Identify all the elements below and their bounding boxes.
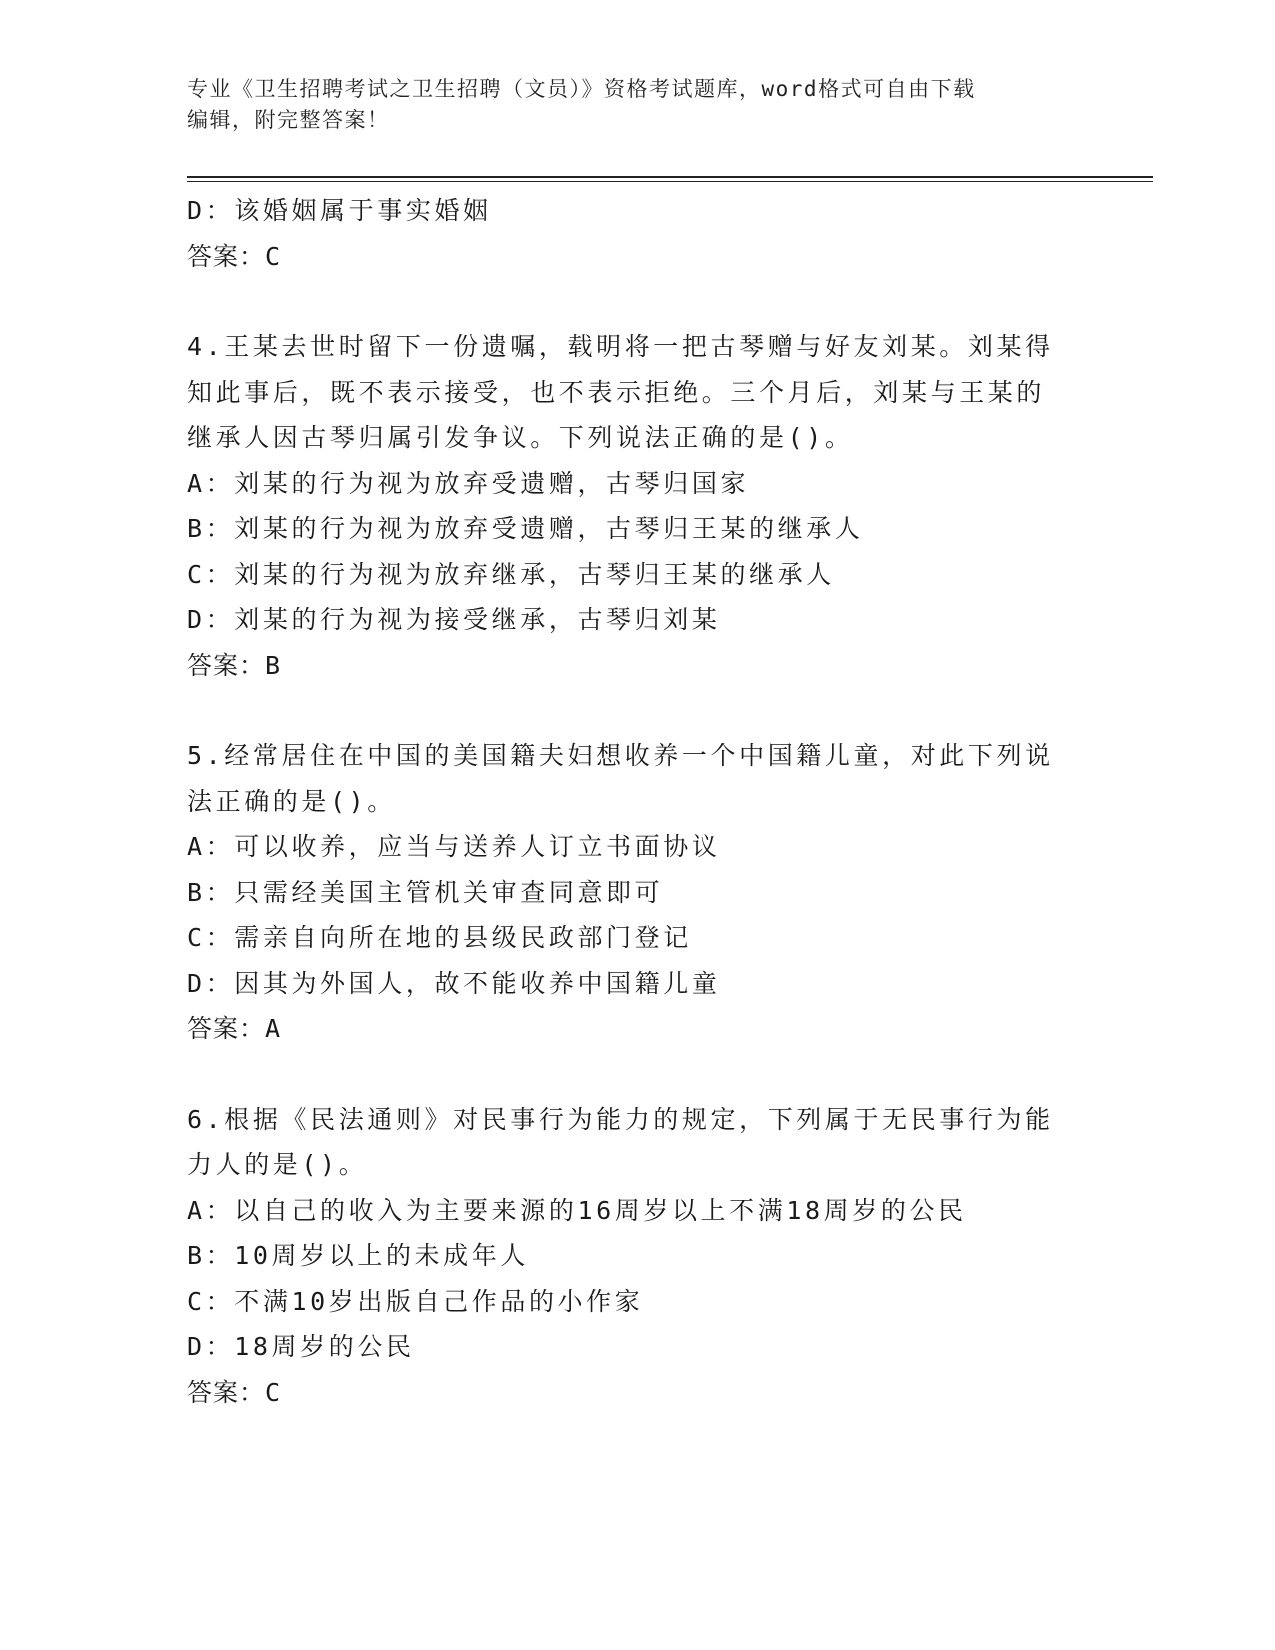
carryover-option-d: D：该婚姻属于事实婚姻 <box>187 196 492 225</box>
page-header <box>187 74 1067 136</box>
question-4 <box>187 324 1067 688</box>
question-content <box>187 188 1067 1415</box>
option-c: C：不满10岁出版自己作品的小作家 <box>187 1286 644 1316</box>
option-a: A：刘某的行为视为放弃受遗赠，古琴归国家 <box>187 468 750 498</box>
option-b: B：10周岁以上的未成年人 <box>187 1241 529 1270</box>
header-rule-thin <box>187 181 1153 182</box>
option-b: B：只需经美国主管机关审查同意即可 <box>187 877 664 907</box>
option-c: C：刘某的行为视为放弃继承，古琴归王某的继承人 <box>187 559 835 589</box>
carryover-answer: 答案：C <box>187 241 282 271</box>
option-a: A：可以收养，应当与送养人订立书面协议 <box>187 832 721 861</box>
option-b: B：刘某的行为视为放弃受遗赠，古琴归王某的继承人 <box>187 514 864 543</box>
answer: 答案：B <box>187 650 282 680</box>
option-d: D：刘某的行为视为接受继承，古琴归刘某 <box>187 605 721 634</box>
question-text-line: 法正确的是()。 <box>187 786 396 816</box>
answer: 答案：A <box>187 1014 282 1043</box>
spacer <box>187 279 1067 324</box>
question-text-line: 5.经常居住在中国的美国籍夫妇想收养一个中国籍儿童，对此下列说 <box>187 741 1054 770</box>
option-c: C：需亲自向所在地的县级民政部门登记 <box>187 923 692 952</box>
header-title-line2: 编辑，附完整答案！ <box>187 108 390 132</box>
header-rule-thick <box>187 176 1153 178</box>
spacer <box>187 688 1067 733</box>
option-d: D：18周岁的公民 <box>187 1332 415 1361</box>
question-text-line: 力人的是()。 <box>187 1150 368 1179</box>
spacer <box>187 1052 1067 1097</box>
option-d: D：因其为外国人，故不能收养中国籍儿童 <box>187 968 721 998</box>
header-title-line1: 专业《卫生招聘考试之卫生招聘（文员）》资格考试题库，word格式可自由下载 <box>187 77 976 101</box>
answer: 答案：C <box>187 1377 282 1407</box>
question-text-line: 6.根据《民法通则》对民事行为能力的规定，下列属于无民事行为能 <box>187 1104 1054 1134</box>
question-text-line: 继承人因古琴归属引发争议。下列说法正确的是()。 <box>187 423 854 452</box>
option-a: A：以自己的收入为主要来源的16周岁以上不满18周岁的公民 <box>187 1195 967 1225</box>
question-text-line: 知此事后，既不表示接受，也不表示拒绝。三个月后，刘某与王某的 <box>187 377 1046 407</box>
question-text-line: 4.王某去世时留下一份遗嘱，载明将一把古琴赠与好友刘某。刘某得 <box>187 332 1054 361</box>
question-5 <box>187 733 1067 1052</box>
question-6 <box>187 1097 1067 1416</box>
